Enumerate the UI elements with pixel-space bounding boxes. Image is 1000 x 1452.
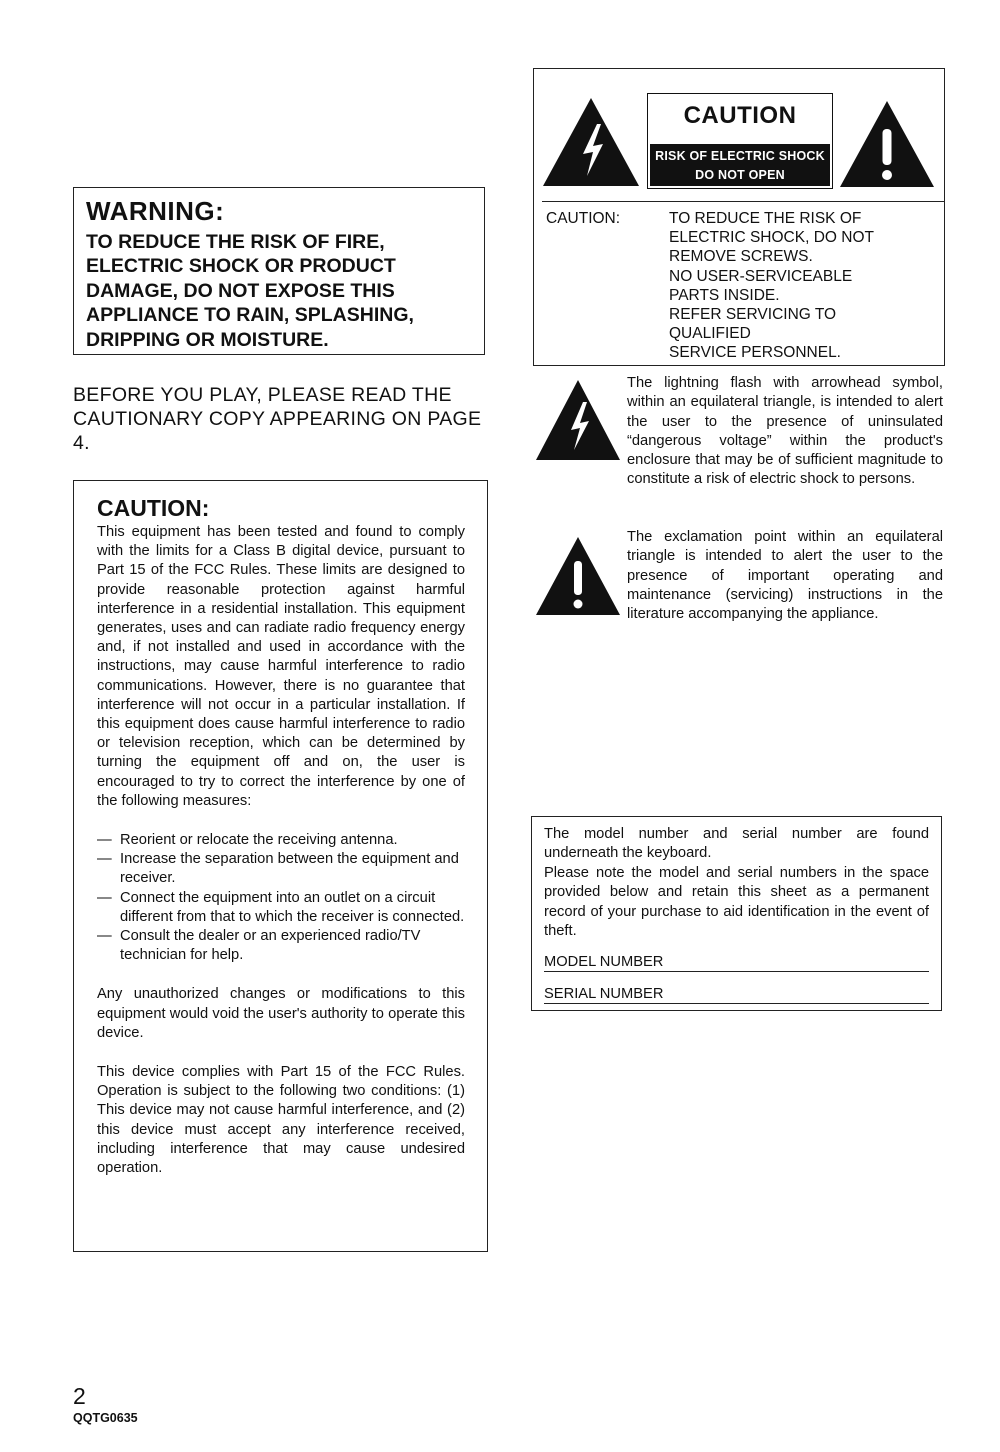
- document-code: QQTG0635: [73, 1411, 138, 1425]
- record-paragraph-1: The model number and serial number are found underneath the keyboard.: [544, 826, 929, 862]
- serial-number-field[interactable]: [544, 985, 929, 1004]
- exclamation-symbol-explanation: The exclamation point within an equilateral triangle is intended to alert the user to the presence of important operating and maintenance (servicing) instructions in the literature accompanying the appliance.: [627, 529, 943, 623]
- dash-bullet: —: [97, 851, 112, 868]
- fcc-caution-box: [73, 480, 488, 1252]
- caution-sign-title: CAUTION: [683, 102, 797, 129]
- exclamation-triangle-icon: [534, 535, 622, 617]
- list-item: — Reorient or relocate the receiving antenna.: [97, 831, 465, 850]
- model-serial-box: [531, 816, 942, 1011]
- list-item: — Connect the equipment into an outlet on a circuit different from that to which the receiver is connected.: [97, 889, 465, 925]
- dash-bullet: —: [97, 832, 112, 849]
- fcc-paragraph-3: This device complies with Part 15 of the FCC Rules. Operation is subject to the following two conditions: (1) This device may not cause harmful interference, and (2) this device must accept any interference received, including interference that may cause undesired operation.: [97, 1064, 465, 1177]
- lightning-triangle-icon: [534, 378, 622, 462]
- record-paragraph-2: Please note the model and serial numbers in the space provided below and retain this sheet as a permanent record of your purchase to aid identification in the event of theft.: [544, 864, 929, 940]
- label-caution-word: CAUTION:: [546, 210, 621, 227]
- fcc-paragraph-2: Any unauthorized changes or modifications to this equipment would void the user's authority to operate this device.: [97, 986, 465, 1041]
- fcc-measures-list: [97, 831, 465, 965]
- warning-body: TO REDUCE THE RISK OF FIRE, ELECTRIC SHOCK OR PRODUCT DAMAGE, DO NOT EXPOSE THIS APPLIANCE TO RAIN, SPLASHING, DRIPPING OR MOISTURE.: [86, 231, 414, 351]
- model-number-label: MODEL NUMBER: [544, 954, 664, 970]
- label-caution-text: TO REDUCE THE RISK OF ELECTRIC SHOCK, DO NOT REMOVE SCREWS. NO USER-SERVICEABLE PARTS INSIDE. REFER SERVICING TO QUALIFIED SERVICE PERSONNEL.: [669, 210, 874, 362]
- serial-number-label: SERIAL NUMBER: [544, 986, 664, 1002]
- before-play-notice: BEFORE YOU PLAY, PLEASE READ THE CAUTIONARY COPY APPEARING ON PAGE 4.: [73, 384, 482, 454]
- caution-sign-band: RISK OF ELECTRIC SHOCK DO NOT OPEN: [650, 144, 830, 186]
- list-item: — Consult the dealer or an experienced radio/TV technician for help.: [97, 928, 421, 964]
- fcc-caution-title: CAUTION:: [97, 495, 210, 521]
- lightning-triangle-icon: [541, 96, 641, 188]
- fcc-paragraph-1: This equipment has been tested and found to comply with the limits for a Class B digital device, pursuant to Part 15 of the FCC Rules. These limits are designed to provide reasonable protection against harmful interference in a residential installation. This equipment generates, uses and can radiate radio frequency energy and, if not installed and used in accordance with the instructions, may cause harmful interference to radio communications. However, there is no guarantee that interference will not occur in a particular installation. If this equipment does cause harmful interference to radio or television reception, which can be determined by turning the equipment off and on, the user is encouraged to try to correct the interference by one of the following measures:: [97, 524, 465, 809]
- dash-bullet: —: [97, 889, 112, 906]
- caution-sign: [647, 93, 833, 189]
- caution-label-box: [533, 68, 945, 366]
- lightning-symbol-explanation: The lightning flash with arrowhead symbol, within an equilateral triangle, is intended to alert the user to the presence of uninsulated “dangerous voltage” within the product's enclosure that may be of sufficient magnitude to constitute a risk of electric shock to persons.: [627, 375, 943, 488]
- dash-bullet: —: [97, 928, 112, 945]
- warning-title: WARNING:: [86, 196, 225, 226]
- divider: [542, 201, 944, 202]
- exclamation-triangle-icon: [838, 99, 936, 189]
- model-number-field[interactable]: [544, 953, 929, 972]
- page-number: 2: [73, 1383, 86, 1409]
- warning-box: [73, 187, 485, 355]
- list-item: — Increase the separation between the equipment and receiver.: [97, 851, 459, 887]
